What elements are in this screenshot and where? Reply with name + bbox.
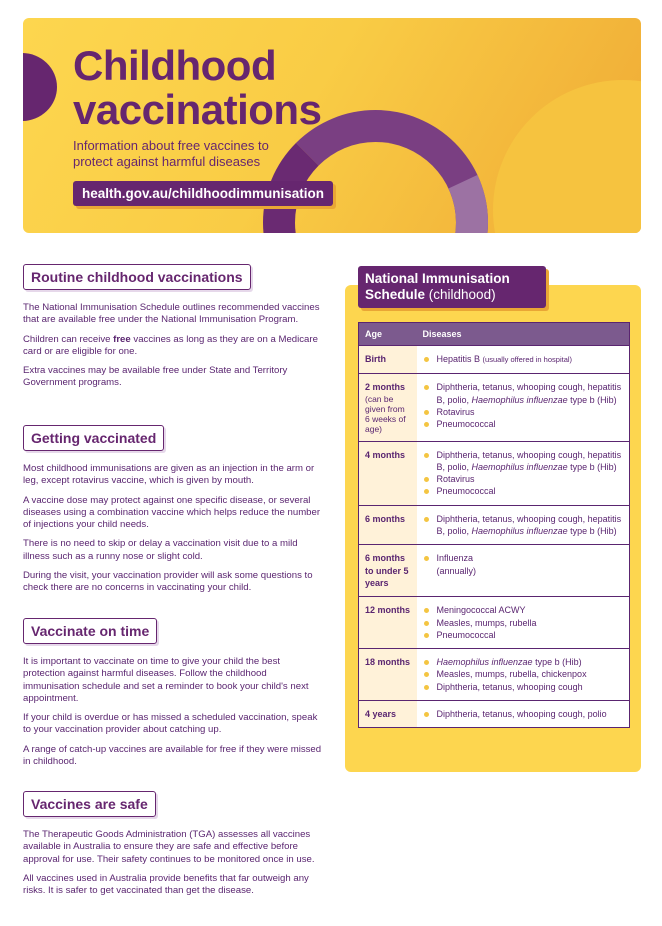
disease-item	[423, 708, 624, 720]
age-cell	[359, 346, 417, 374]
paragraph: It is important to vaccinate on time to give your child the best protection against harmful diseases. Follow the childhood immunisation schedule and set a reminder to book your child's next appointment.	[23, 656, 309, 704]
disease-item	[423, 353, 624, 366]
section-body	[23, 829, 323, 904]
disease-item	[423, 629, 624, 641]
hero-banner	[23, 18, 641, 233]
disease-list	[423, 513, 624, 538]
text: type b (Hib)	[567, 461, 617, 472]
section-body	[23, 302, 323, 397]
decorative-half-circle	[23, 53, 57, 121]
disease-item	[423, 617, 624, 629]
paragraph: All vaccines used in Australia provide benefits that far outweigh any risks. It is safer to get vaccinated than get the disease.	[23, 872, 309, 897]
text: vaccines as long as they are on a Medicare card or are eligible for one.	[23, 333, 318, 357]
text: Meningococcal ACWY	[436, 605, 526, 616]
disease-item	[423, 513, 624, 538]
text: Diphtheria, tetanus, whooping cough, polio	[436, 709, 607, 720]
text: Diphtheria, tetanus, whooping cough	[436, 681, 583, 692]
diseases-cell	[417, 346, 630, 374]
table-row	[359, 649, 630, 701]
text: Rotavirus	[436, 474, 475, 485]
text: Measles, mumps, rubella, chickenpox	[436, 669, 587, 680]
text: Influenza	[436, 553, 474, 564]
text: Pneumococcal	[436, 419, 496, 430]
table-row	[359, 441, 630, 505]
frequency-note: (annually)	[436, 565, 477, 576]
section-body	[23, 656, 323, 775]
disease-item	[423, 552, 624, 564]
bold-text: free	[113, 333, 131, 345]
disease-list	[423, 353, 624, 366]
paragraph: During the visit, your vaccination provider will ask some questions to check there are no concerns in vaccinating your child.	[23, 570, 313, 594]
age-cell	[359, 505, 417, 545]
age-cell	[359, 649, 417, 701]
age-cell	[359, 597, 417, 649]
italic-text: Haemophilus influenzae	[471, 394, 568, 405]
disease-item	[423, 681, 624, 693]
text: Measles, mumps, rubella	[436, 617, 537, 628]
age-cell	[359, 374, 417, 441]
age-cell	[359, 701, 417, 728]
text: Diphtheria, tetanus, whooping cough, hepatitis B, polio,	[436, 382, 622, 405]
age-label: 12 months	[365, 605, 411, 616]
age-label: Birth	[365, 354, 386, 364]
disease-item	[423, 381, 624, 406]
paragraph: Extra vaccines may be available free under State and Territory Government programs.	[23, 365, 288, 389]
page-title: Childhood vaccinations	[73, 42, 322, 133]
disease-list	[423, 604, 624, 641]
diseases-cell	[417, 441, 630, 505]
disease-list	[423, 656, 624, 693]
website-link[interactable]: health.gov.au/childhoodimmunisation	[73, 181, 333, 206]
text: Diphtheria, tetanus, whooping cough, hepatitis B, polio,	[436, 449, 622, 472]
table-row	[359, 374, 630, 441]
diseases-cell	[417, 649, 630, 701]
text: type b (Hib)	[532, 657, 582, 668]
paragraph: The Therapeutic Goods Administration (TGA) assesses all vaccines available in Australia to ensure they are safe and effective before approval for use. Their safety continues to be monitored once in use.	[23, 829, 315, 865]
schedule-title: National Immunisation Schedule (childhood)	[358, 266, 546, 308]
text: Children can receive	[23, 333, 114, 345]
subtitle: Information about free vaccines to protect against harmful diseases	[73, 138, 269, 169]
paragraph: A vaccine dose may protect against one specific disease, or several diseases using a combination vaccine which helps reduce the number of injections your child needs.	[23, 494, 321, 531]
disease-item	[423, 604, 624, 616]
italic-text: Haemophilus influenzae	[471, 461, 568, 472]
section-heading: Getting vaccinated	[23, 425, 164, 451]
text: Rotavirus	[436, 406, 475, 417]
text: Diphtheria, tetanus, whooping cough, hepatitis B, polio,	[436, 513, 622, 537]
age-label: 6 months	[365, 513, 406, 524]
age-cell	[359, 441, 417, 505]
age-label: 18 months	[365, 657, 411, 668]
disease-list	[423, 381, 624, 430]
table-row	[359, 597, 630, 649]
paragraph: Most childhood immunisations are given as an injection in the arm or leg, except rotavirus vaccine, which is given by mouth.	[23, 463, 315, 487]
age-label: 6 months to under 5 years	[365, 553, 409, 588]
header-diseases: Diseases	[417, 323, 630, 346]
age-note: (can be given from 6 weeks of age)	[365, 393, 406, 434]
disease-item	[423, 418, 624, 430]
section-heading: Routine childhood vaccinations	[23, 264, 251, 290]
paragraph: If your child is overdue or has missed a scheduled vaccination, speak to your vaccination provider about catching up.	[23, 712, 318, 736]
header-age: Age	[359, 323, 417, 346]
diseases-cell	[417, 505, 630, 545]
paragraph: A range of catch-up vaccines are available for free if they were missed in childhood.	[23, 743, 322, 768]
table-row	[359, 701, 630, 728]
text: (usually offered in hospital)	[482, 355, 573, 364]
table-row	[359, 346, 630, 374]
age-cell	[359, 545, 417, 597]
text: Hepatitis B	[436, 354, 483, 364]
text: type b (Hib)	[567, 394, 617, 405]
diseases-cell	[417, 701, 630, 728]
paragraph: The National Immunisation Schedule outlines recommended vaccines that are available free under the National Immunisation Program.	[23, 302, 320, 326]
disease-item	[423, 473, 624, 485]
diseases-cell	[417, 597, 630, 649]
table-row	[359, 505, 630, 545]
diseases-cell	[417, 374, 630, 441]
italic-text: Haemophilus influenzae	[436, 657, 533, 668]
italic-text: Haemophilus influenzae	[471, 526, 568, 537]
disease-item	[423, 449, 624, 474]
disease-list	[423, 708, 624, 720]
section-body	[23, 463, 323, 602]
decorative-circle	[493, 80, 641, 233]
table-row	[359, 545, 630, 597]
age-label: 4 years	[365, 709, 397, 720]
disease-item	[423, 668, 624, 680]
disease-item	[423, 406, 624, 418]
paragraph: There is no need to skip or delay a vaccination visit due to a mild illness such as a runny nose or slight cold.	[23, 538, 298, 562]
disease-list	[423, 552, 624, 577]
disease-item	[423, 656, 624, 668]
age-label: 2 months	[365, 382, 406, 393]
paragraph	[23, 334, 323, 359]
text: type b (Hib)	[567, 526, 617, 537]
diseases-cell	[417, 545, 630, 597]
section-heading: Vaccines are safe	[23, 791, 156, 817]
age-label: 4 months	[365, 449, 406, 460]
disease-list	[423, 449, 624, 498]
section-heading: Vaccinate on time	[23, 618, 157, 644]
text: Pneumococcal	[436, 486, 496, 497]
text: Pneumococcal	[436, 629, 496, 640]
schedule-table	[358, 322, 630, 728]
disease-item	[423, 485, 624, 497]
